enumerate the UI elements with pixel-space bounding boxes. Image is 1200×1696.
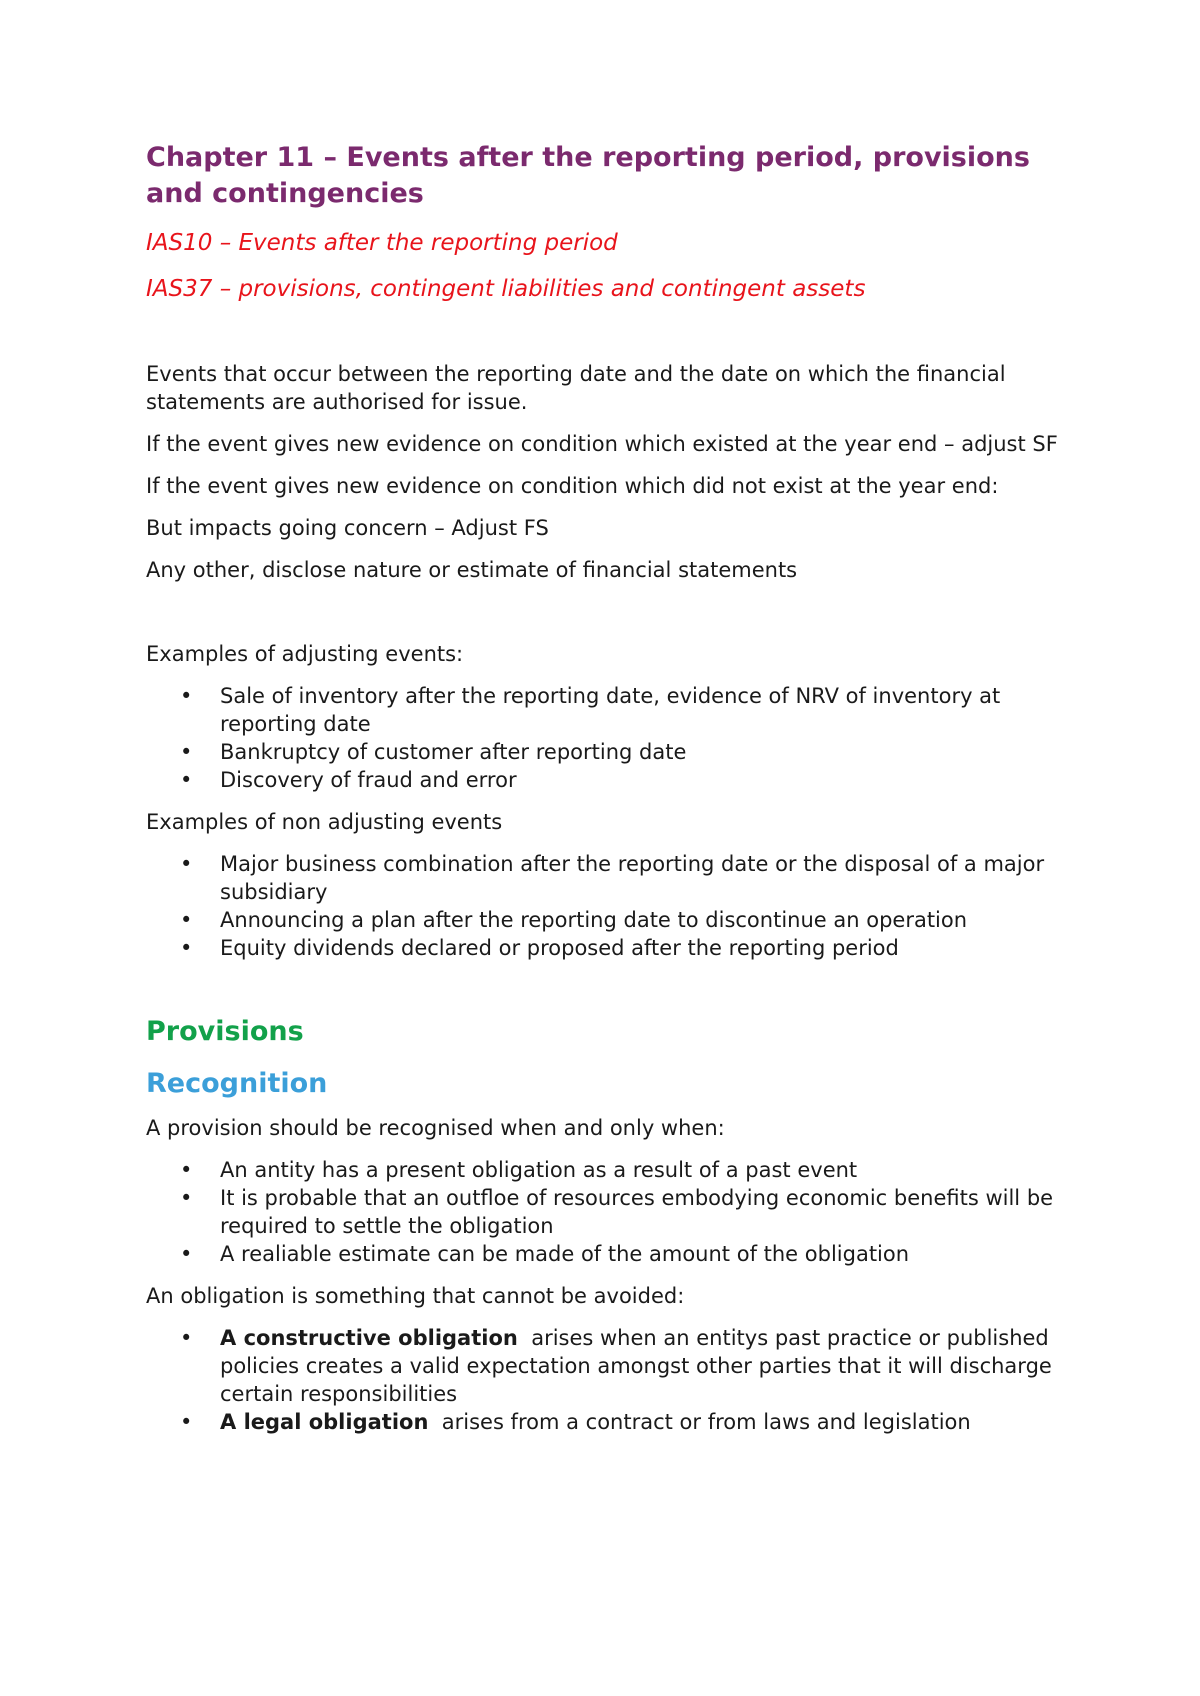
obligation-term: A constructive obligation	[220, 1326, 518, 1350]
list-item: • Bankruptcy of customer after reporting date	[220, 738, 1076, 766]
recognition-heading: Recognition	[146, 1068, 328, 1099]
list-item: • Equity dividends declared or proposed after the reporting period	[220, 934, 1076, 962]
list-item: • Discovery of fraud and error	[220, 766, 1076, 794]
adjusting-events-list	[146, 682, 1076, 794]
list-item: • An antity has a present obligation as a result of a past event	[220, 1156, 1076, 1184]
chapter-title: Chapter 11 – Events after the reporting period, provisions and contingencies	[146, 142, 1030, 209]
list-item	[220, 1324, 1076, 1408]
obligation-term: A legal obligation	[220, 1410, 429, 1434]
list-item: • Sale of inventory after the reporting date, evidence of NRV of inventory at reporting date	[220, 682, 1076, 738]
obligation-text: arises when an entitys past practice or published policies creates a valid expectation amongst other parties that it will discharge certain responsibilities	[220, 1326, 1059, 1406]
recognition-intro: A provision should be recognised when and only when:	[146, 1116, 725, 1140]
obligations-list	[146, 1324, 1076, 1436]
obligation-intro: An obligation is something that cannot be avoided:	[146, 1284, 685, 1308]
non-adjust-condition-paragraph: If the event gives new evidence on condition which did not exist at the year end:	[146, 474, 999, 498]
adjust-condition-paragraph: If the event gives new evidence on condition which existed at the year end – adjust SF	[146, 432, 1058, 456]
list-item: • A realiable estimate can be made of the amount of the obligation	[220, 1240, 1076, 1268]
list-item: • Announcing a plan after the reporting date to discontinue an operation	[220, 906, 1076, 934]
non-adjusting-events-heading: Examples of non adjusting events	[146, 810, 503, 834]
ias37-subtitle: IAS37 – provisions, contingent liabilities and contingent assets	[146, 276, 866, 302]
list-item	[220, 1408, 1076, 1436]
going-concern-paragraph: But impacts going concern – Adjust FS	[146, 516, 549, 540]
provisions-heading: Provisions	[146, 1016, 304, 1047]
intro-paragraph: Events that occur between the reporting date and the date on which the financial statements are authorised for issue.	[146, 362, 1006, 414]
obligation-text: arises from a contract or from laws and legislation	[428, 1410, 971, 1434]
disclose-paragraph: Any other, disclose nature or estimate of financial statements	[146, 558, 798, 582]
recognition-criteria-list	[146, 1156, 1076, 1268]
list-item: • It is probable that an outfloe of resources embodying economic benefits will be required to settle the obligation	[220, 1184, 1076, 1240]
adjusting-events-heading: Examples of adjusting events:	[146, 642, 464, 666]
document-page	[146, 140, 1076, 1436]
list-item: • Major business combination after the reporting date or the disposal of a major subsidiary	[220, 850, 1076, 906]
ias10-subtitle: IAS10 – Events after the reporting period	[146, 230, 618, 256]
non-adjusting-events-list	[146, 850, 1076, 962]
